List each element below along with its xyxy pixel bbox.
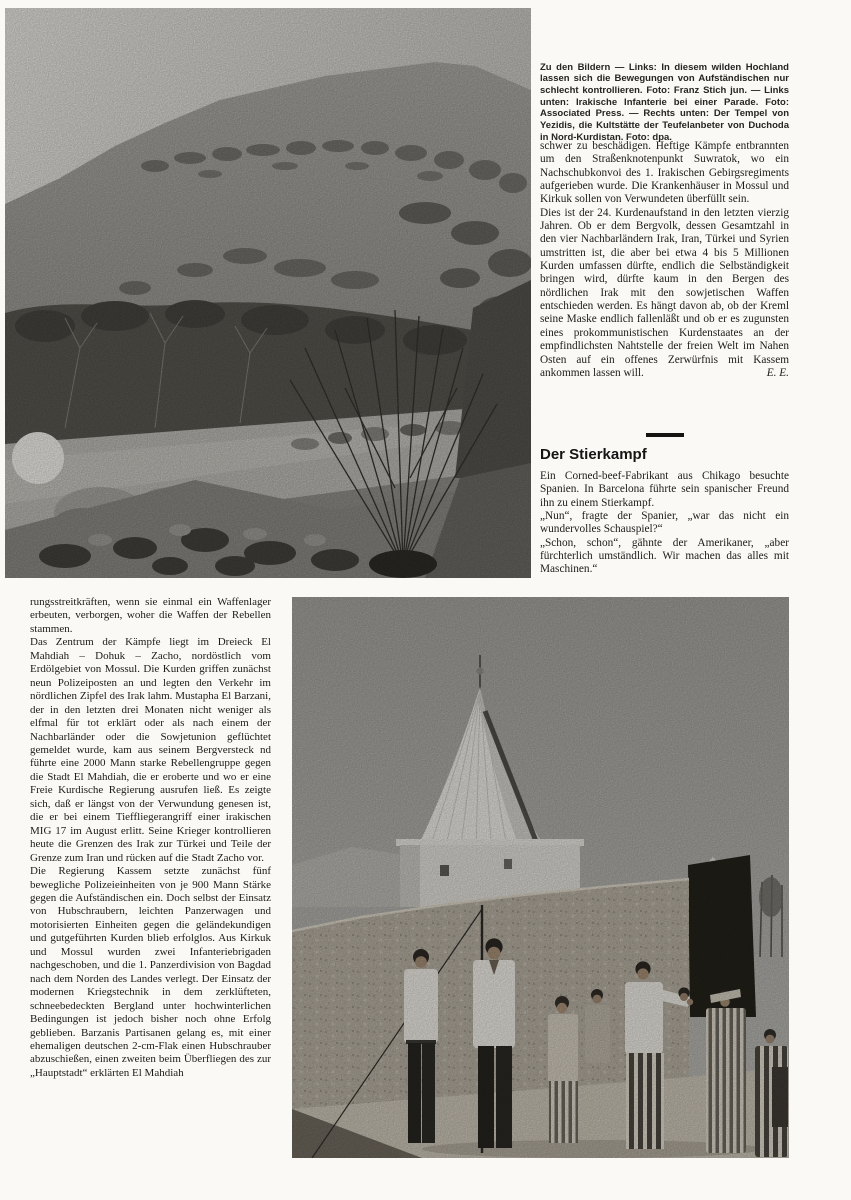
divider-bar <box>646 433 684 437</box>
paragraph: Das Zentrum der Kämpfe liegt im Dreieck El Mahdiah – Dohuk – Zacho, nordöstlich vom Erdölgebiet von Mossul. Die Kurden griffen zunächst neun Polizeiposten an und legten den Verkehr im nördlichen Zipfel des Irak lahm. Mustapha El Barzani, der in den letzten drei Monaten nicht weniger als elfmal für tot erklärt oder als nach einem der Nachbarländer oder die Sowjetunion geflüchtet gemeldet wurde, kam aus seinem Bergversteck nd führte eine 2000 Mann starke Rebellengruppe gegen die Stadt El Mahdiah, die er eroberte und wo er eine Freie Kurdische Regierung ausrufen ließ. Es zeigte sich, daß er längst von der Verwundung genesen ist, die er bei einem Tieffliegerangriff einer irakischen MIG 17 im August erlitt. Seine Krieger kontrollieren heute die Grenzen des Irak zur Türkei und Teile der Grenze zum Iran und rücken auf die Stadt Zacho vor. <box>30 636 271 864</box>
article-kurdistan <box>540 140 789 380</box>
closing-paragraph-text: Dies ist der 24. Kurdenaufstand in den letzten vierzig Jahren. Ob er dem Bergvolk, dessen Gesamtzahl in den vier Nachbarländern Irak, Iran, Türkei und Syrien umstritten ist, die aber bei etwa 4 bis 5 Millionen Kurden umfassen dürfte, endlich die Selbständigkeit bringen wird, dürfte kaum in den Bergen des nördlichen Irak mit den sowjetischen Waffen entschieden werden. Es hängt davon ab, ob der Kreml seine Maske endlich fallenläßt und ob er es zugunsten eines prokommunistischen Kurdenstaates an der empfindlichsten Nahtstelle der freien Welt im Nahen Osten auf ein offenes Zerwürfnis mit Kassem ankommen lassen will. <box>540 206 789 379</box>
section-heading-stierkampf: Der Stierkampf <box>540 446 647 463</box>
paragraph <box>540 207 789 380</box>
paragraph: Ein Corned-beef-Fabrikant aus Chikago besuchte Spanien. In Barcelona führte sein spanischer Freund ihn zu einem Stierkampf. <box>540 470 789 509</box>
paragraph: „Nun“, fragte der Spanier, „war das nicht ein wundervolles Schauspiel?“ <box>540 510 789 536</box>
left-text-column <box>30 596 271 1080</box>
paragraph: „Schon, schon“, gähnte der Amerikaner, „aber fürchterlich umständlich. Wir machen das alles mit Maschinen.“ <box>540 536 789 576</box>
author-initials: E. E. <box>766 366 789 379</box>
mountain-photo-illustration <box>5 8 531 578</box>
paragraph: rungsstreitkräften, wenn sie einmal ein Waffenlager erbeuten, verborgen, woher die Waffen der Rebellen stammen. <box>30 596 271 635</box>
photo-caption: Zu den Bildern — Links: In diesem wilden Hochland lassen sich die Bewegungen von Aufständischen nur schlecht kontrollieren. Foto: Franz Stich jun. — Links unten: Irakische Infanterie bei einer Parade. Foto: Associated Press. — Rechts unten: Der Tempel von Yezidis, die Kultstätte der Teufelanbeter von Duchoda in Nord-Kurdistan. Foto: dpa. <box>540 61 789 143</box>
paragraph: schwer zu beschädigen. Heftige Kämpfe entbrannten um den Straßenknotenpunkt Suwratok, wo ein Nachschubkonvoi des 1. Irakischen Gebirgsregiments aufgerieben wurde. Die Krankenhäuser in Mossul und Kirkuk sollen von Verwundeten überfüllt sein. <box>540 140 789 206</box>
article-kurdistan-paragraphs <box>540 140 789 207</box>
section-divider <box>540 433 789 437</box>
paragraph: Die Regierung Kassem setzte zunächst fünf bewegliche Polizeieinheiten von je 900 Mann Stärke gegen die Aufständischen ein. Doch selbst der Einsatz von Hubschraubern, leichten Panzerwagen und motorisierten Einheiten gegen die geländekundigen und gutgeführten Kurden blieb erfolglos. Aus Kirkuk und Mossul wurden zwei Infanteriebrigaden nachgeschoben, und die 1. Panzerdivision von Bagdad nach dem Norden des Landes verlegt. Der Einsatz der modernen Kriegstechnik in dem zerklüfteten, schneebedeckten Bergland unter hochwinterlichen Bedingungen ist jedoch bisher noch ohne Erfolg geblieben. Barzanis Partisanen gelang es, mit einer ehemaligen deutschen 2-cm-Flak einen Hubschrauber abzuschießen, einen zweiten beim Überfliegen des zur „Hauptstadt“ erklärten El Mahdiah <box>30 865 271 1079</box>
article-stierkampf <box>540 470 789 577</box>
temple-photo-illustration <box>292 597 789 1158</box>
photo-mountain-highland <box>5 8 531 578</box>
photo-yezidi-temple <box>292 597 789 1158</box>
